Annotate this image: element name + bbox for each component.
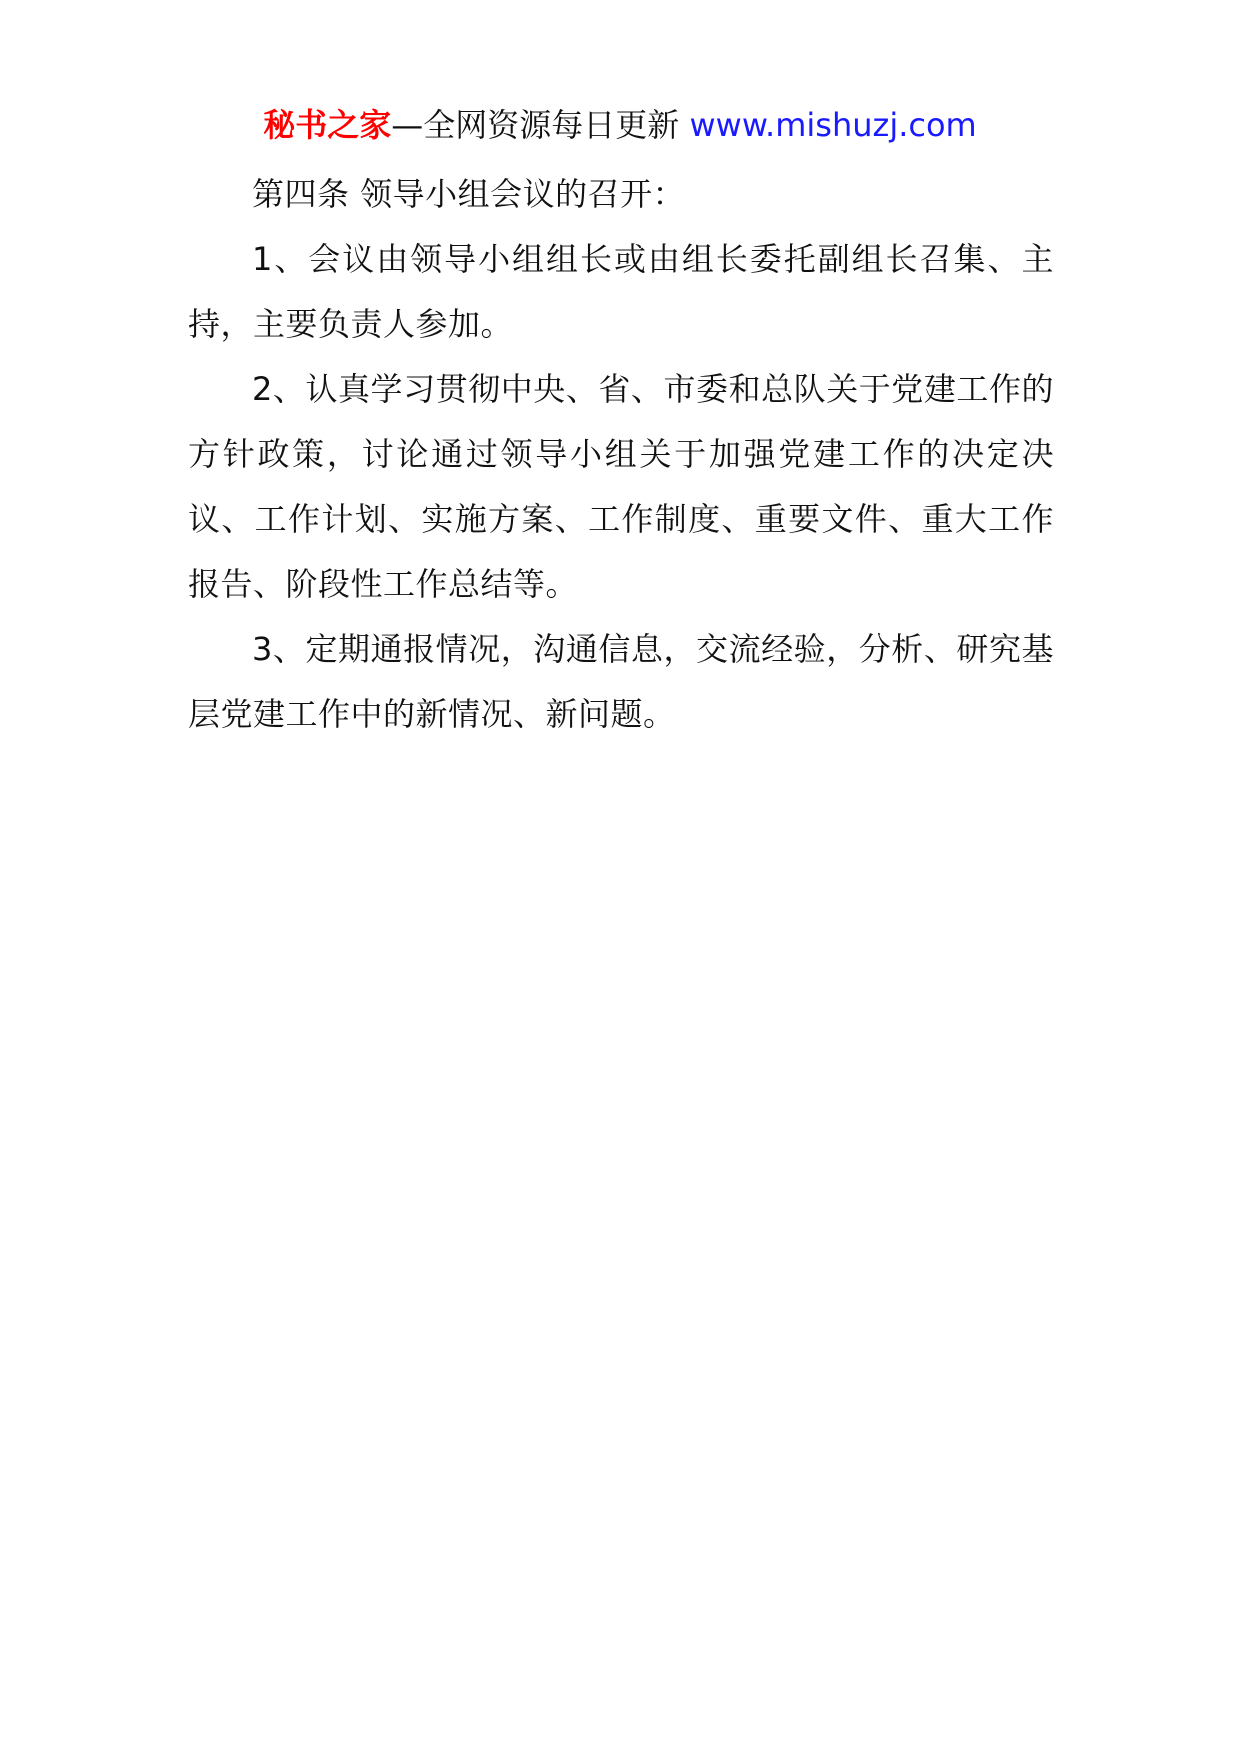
paragraph-item-1: 1、会议由领导小组组长或由组长委托副组长召集、主持，主要负责人参加。	[188, 240, 1054, 343]
paragraph-item-2: 2、认真学习贯彻中央、省、市委和总队关于党建工作的方针政策，讨论通过领导小组关于加强党建工作的决定决议、工作计划、实施方案、工作制度、重要文件、重大工作报告、阶段性工作总结等。	[188, 370, 1054, 603]
paragraph-item-3: 3、定期通报情况，沟通信息，交流经验，分析、研究基层党建工作中的新情况、新问题。	[188, 630, 1054, 733]
article-heading: 第四条 领导小组会议的召开：	[252, 175, 686, 213]
brand-name: 秘书之家	[263, 106, 392, 144]
site-url-link[interactable]: www.mishuzj.com	[689, 106, 977, 144]
document-body	[188, 162, 1054, 747]
watermark-header	[0, 100, 1240, 150]
header-tagline: —全网资源每日更新	[391, 106, 680, 144]
